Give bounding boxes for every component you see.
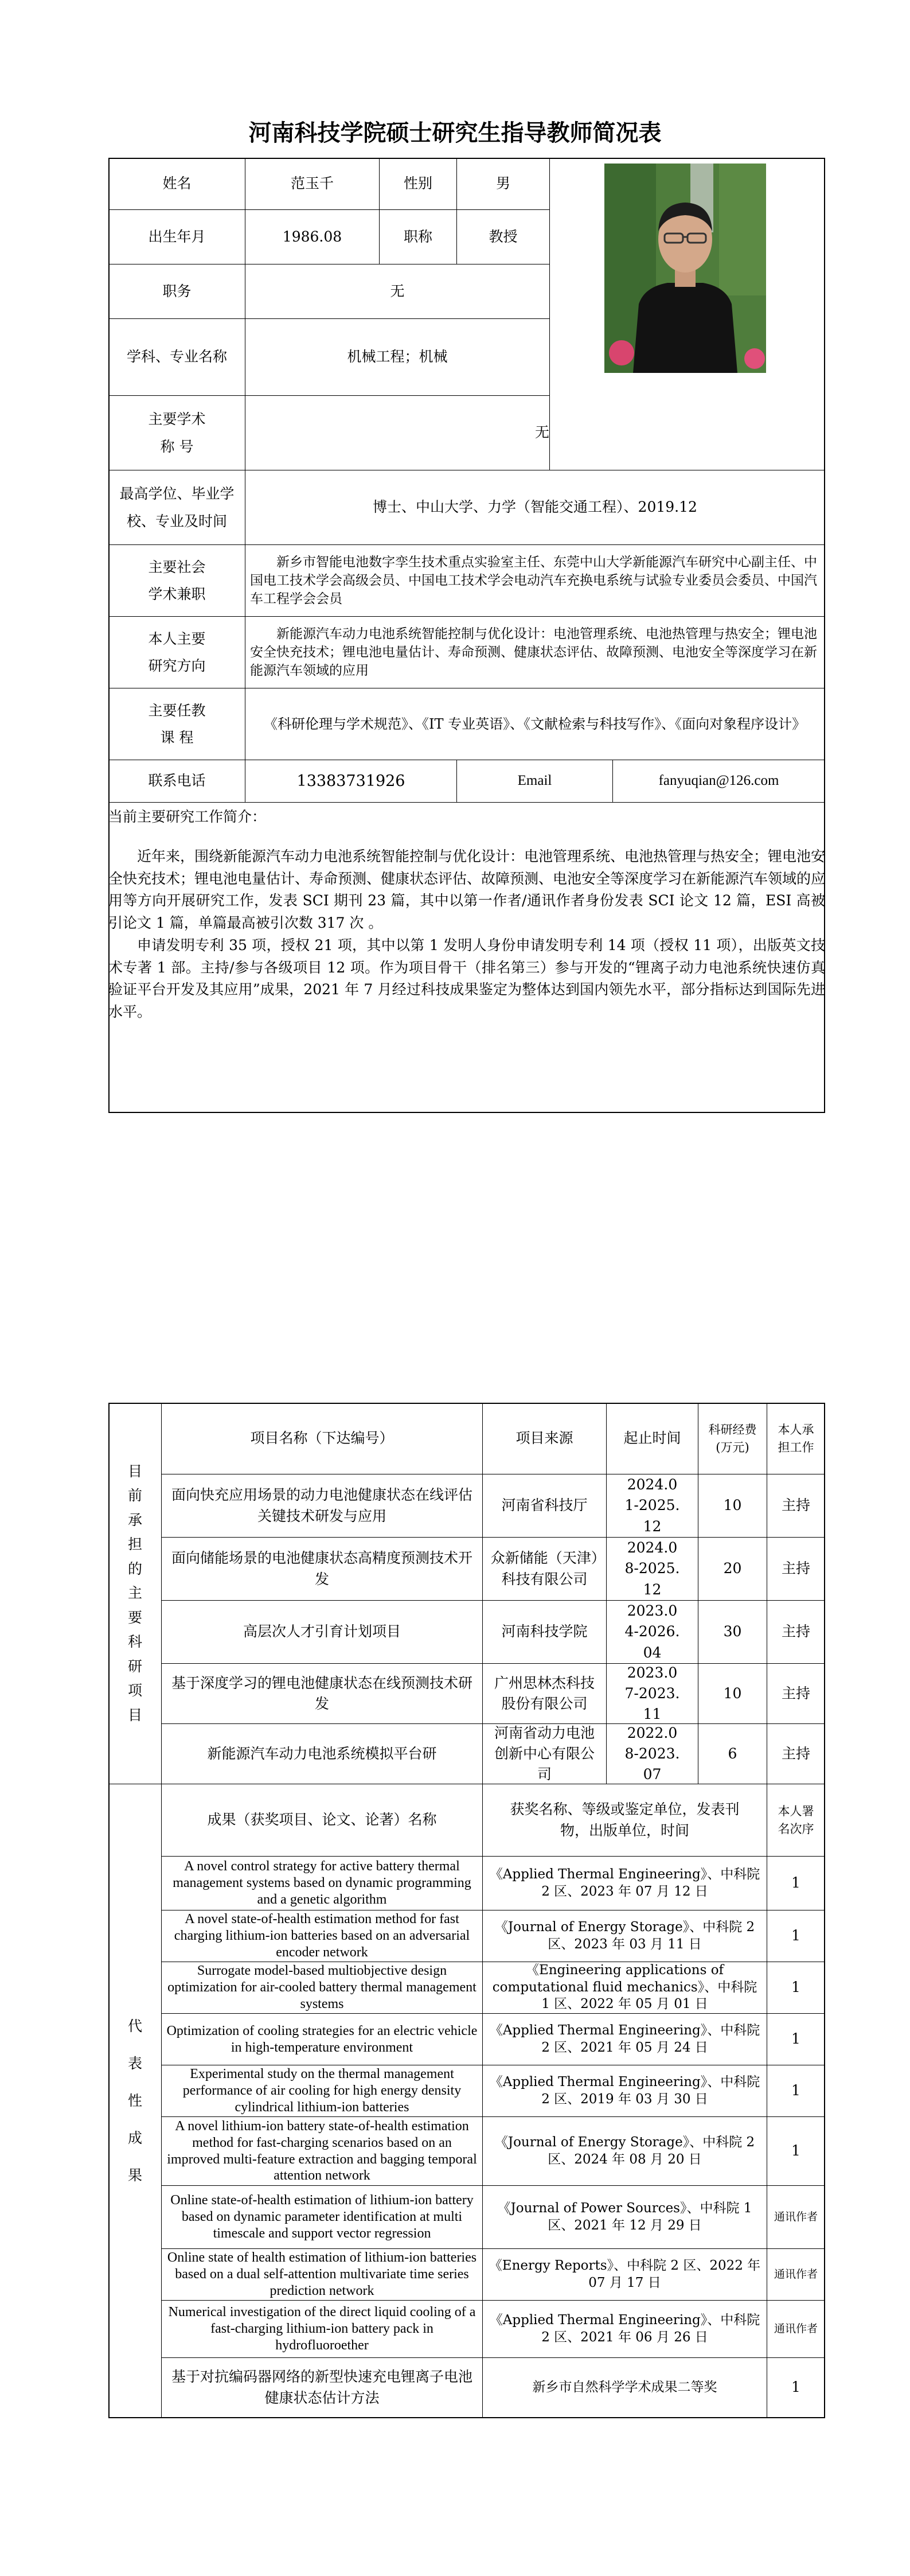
- projects-section-char: 要: [127, 1609, 142, 1626]
- achievement-venue: 《Applied Thermal Engineering》、中科院 2 区、2021 年 05 月 24 日: [483, 2014, 767, 2065]
- projects-section-char: 承: [127, 1511, 142, 1528]
- research-value: 新能源汽车动力电池系统智能控制与优化设计：电池管理系统、电池热管理与热安全；锂电池安全快充技术；锂电池电量估计、寿命预测、健康状态评估、故障预测、电池安全等深度学习在新能源汽车领域的应用: [245, 617, 825, 688]
- achievement-venue: 《Applied Thermal Engineering》、中科院 2 区、2021 年 06 月 26 日: [483, 2301, 767, 2358]
- projects-header-name: 项目名称（下达编号）: [162, 1403, 483, 1474]
- project-name: 新能源汽车动力电池系统模拟平台研: [162, 1724, 483, 1784]
- courses-value: 《科研伦理与学术规范》、《IT 专业英语》、《文献检索与科技写作》、《面向对象程序设计》: [245, 688, 825, 760]
- academic-title-value: 无: [245, 396, 550, 470]
- name-value: 范玉千: [245, 158, 380, 210]
- part-time-value: 新乡市智能电池数字孪生技术重点实验室主任、东莞中山大学新能源汽车研究中心副主任、中国电工技术学会高级会员、中国电工技术学会电动汽车充换电系统与试验专业委员会委员、中国汽车工程学会会员: [245, 545, 825, 617]
- achievement-venue: 《Journal of Energy Storage》、中科院 2 区、2024 年 08 月 20 日: [483, 2117, 767, 2186]
- project-funding: 6: [698, 1724, 767, 1784]
- project-role: 主持: [767, 1724, 825, 1784]
- achievement-venue: 《Journal of Energy Storage》、中科院 2 区、2023 年 03 月 11 日: [483, 1910, 767, 1962]
- achievements-section-char: 表: [127, 2055, 142, 2072]
- project-role: 主持: [767, 1601, 825, 1664]
- achievement-venue: 《Engineering applications of computational fluid mechanics》、中科院 1 区、2022 年 05 月 01 日: [483, 1962, 767, 2014]
- project-source: 广州思林杰科技股份有限公司: [483, 1664, 607, 1724]
- projects-header-source: 项目来源: [483, 1403, 607, 1474]
- project-source: 众新储能（天津）科技有限公司: [483, 1538, 607, 1601]
- project-period: 2023.04-2026.04: [607, 1601, 698, 1664]
- page-title: 河南科技学院硕士研究生指导教师简况表: [248, 120, 662, 146]
- achievement-name: Numerical investigation of the direct liquid cooling of a fast-charging lithium-ion battery pack in hydrofluoroether: [162, 2301, 483, 2358]
- discipline-label: 学科、专业名称: [109, 319, 245, 396]
- achievement-name: Surrogate model-based multiobjective design optimization for air-cooled battery thermal management systems: [162, 1962, 483, 2014]
- courses-label: 主要任教 课 程: [109, 688, 245, 760]
- academic-title-label: 主要学术 称 号: [109, 396, 245, 470]
- projects-section-label: [109, 1403, 162, 1784]
- achievement-venue: 《Applied Thermal Engineering》、中科院 2 区、2019 年 03 月 30 日: [483, 2065, 767, 2117]
- achievement-venue: 《Journal of Power Sources》、中科院 1 区、2021 年 12 月 29 日: [483, 2186, 767, 2249]
- project-funding: 10: [698, 1474, 767, 1538]
- projects-section-char: 主: [127, 1585, 142, 1602]
- gender-label: 性别: [380, 158, 457, 210]
- projects-section-char: 项: [127, 1682, 142, 1699]
- project-name: 面向快充应用场景的动力电池健康状态在线评估关键技术研发与应用: [162, 1474, 483, 1538]
- name-label: 姓名: [109, 158, 245, 210]
- email-value: fanyuqian@126.com: [613, 760, 825, 803]
- part-time-label: 主要社会 学术兼职: [109, 545, 245, 617]
- achievement-rank: 1: [767, 2358, 825, 2418]
- project-source: 河南省动力电池创新中心有限公司: [483, 1724, 607, 1784]
- achievements-header-name: 成果（获奖项目、论文、论著）名称: [162, 1784, 483, 1857]
- projects-header-funding: 科研经费(万元): [698, 1403, 767, 1474]
- birth-label: 出生年月: [109, 210, 245, 264]
- rank-label: 职称: [380, 210, 457, 264]
- projects-section-char: 目: [127, 1706, 142, 1723]
- research-label: 本人主要 研究方向: [109, 617, 245, 688]
- project-funding: 30: [698, 1601, 767, 1664]
- achievements-section-char: 果: [127, 2167, 142, 2184]
- project-period: 2024.08-2025.12: [607, 1538, 698, 1601]
- duty-value: 无: [245, 264, 550, 319]
- phone-value: 13383731926: [245, 760, 457, 803]
- achievement-rank: 1: [767, 1962, 825, 2014]
- achievements-section-char: 代: [127, 2018, 142, 2034]
- projects-section-char: 前: [127, 1487, 142, 1504]
- achievement-rank: 通讯作者: [767, 2186, 825, 2249]
- project-name: 面向储能场景的电池健康状态高精度预测技术开发: [162, 1538, 483, 1601]
- birth-value: 1986.08: [245, 210, 380, 264]
- email-label: Email: [457, 760, 613, 803]
- discipline-value: 机械工程；机械: [245, 319, 550, 396]
- project-source: 河南省科技厅: [483, 1474, 607, 1538]
- achievement-name: 基于对抗编码器网络的新型快速充电锂离子电池健康状态估计方法: [162, 2358, 483, 2418]
- projects-section-char: 科: [127, 1633, 142, 1651]
- achievement-rank: 1: [767, 1857, 825, 1910]
- achievement-rank: 通讯作者: [767, 2301, 825, 2358]
- brief-paragraph-2: 申请发明专利 35 项，授权 21 项，其中以第 1 发明人身份申请发明专利 14 项（授权 11 项），出版英文技术专著 1 部。主持/参与各级项目 12 项。作为项目骨干（排名第三）参与开发的“锂离子动力电池系统快速仿真验证平台开发及其应用”成果，2021 年 7 月经过科技成果鉴定为整体达到国内领先水平，部分指标达到国际先进水平。: [108, 936, 825, 1020]
- degree-label: 最高学位、毕业学 校、专业及时间: [109, 470, 245, 545]
- project-source: 河南科技学院: [483, 1601, 607, 1664]
- project-role: 主持: [767, 1474, 825, 1538]
- projects-section-char: 研: [127, 1657, 142, 1675]
- brief-paragraph-1: 近年来，围绕新能源汽车动力电池系统智能控制与优化设计：电池管理系统、电池热管理与热安全；锂电池安全快充技术；锂电池电量估计、寿命预测、健康状态评估、故障预测、电池安全等深度学习在新能源汽车领域的应用等方向开展研究工作，发表 SCI 期刊 23 篇，其中以第一作者/通讯作者身份发表 SCI 论文 12 篇，ESI 高被引论文 1 篇，单篇最高被引次数 317 次 。: [108, 847, 826, 931]
- achievement-rank: 通讯作者: [767, 2249, 825, 2301]
- brief-heading: 当前主要研究工作简介：: [108, 808, 267, 825]
- achievement-rank: 1: [767, 2065, 825, 2117]
- achievement-name: A novel control strategy for active battery thermal management systems based on dynamic programming and a genetic algorithm: [162, 1857, 483, 1910]
- achievement-venue: 新乡市自然科学学术成果二等奖: [483, 2358, 767, 2418]
- project-role: 主持: [767, 1538, 825, 1601]
- achievement-name: Online state-of-health estimation of lithium-ion battery based on dynamic parameter identification at multi timescale and support vector regression: [162, 2186, 483, 2249]
- projects-section-char: 的: [127, 1560, 142, 1577]
- phone-label: 联系电话: [109, 760, 245, 803]
- project-role: 主持: [767, 1664, 825, 1724]
- projects-header-role: 本人承担工作: [767, 1403, 825, 1474]
- project-name: 基于深度学习的锂电池健康状态在线预测技术研发: [162, 1664, 483, 1724]
- rank-value: 教授: [457, 210, 550, 264]
- research-brief: [108, 806, 825, 1024]
- achievement-rank: 1: [767, 1910, 825, 1962]
- achievement-venue: 《Energy Reports》、中科院 2 区、2022 年 07 月 17 日: [483, 2249, 767, 2301]
- achievement-rank: 1: [767, 2117, 825, 2186]
- achievements-header-rank: 本人署名次序: [767, 1784, 825, 1857]
- project-period: 2024.01-2025.12: [607, 1474, 698, 1538]
- achievement-name: A novel state-of-health estimation method for fast charging lithium-ion batteries based on an adversarial encoder network: [162, 1910, 483, 1962]
- project-funding: 10: [698, 1664, 767, 1724]
- gender-value: 男: [457, 158, 550, 210]
- achievements-header-venue: 获奖名称、等级或鉴定单位，发表刊物，出版单位，时间: [483, 1784, 767, 1857]
- achievement-name: Experimental study on the thermal management performance of air cooling for high energy density cylindrical lithium-ion batteries: [162, 2065, 483, 2117]
- achievement-name: A novel lithium-ion battery state-of-health estimation method for fast-charging scenarios based on an improved multi-feature extraction and bagging temporal attention network: [162, 2117, 483, 2186]
- project-period: 2023.07-2023.11: [607, 1664, 698, 1724]
- achievement-name: Online state of health estimation of lithium-ion batteries based on a dual self-attention multivariate time series prediction network: [162, 2249, 483, 2301]
- project-name: 高层次人才引育计划项目: [162, 1601, 483, 1664]
- achievements-section-label: [109, 1784, 162, 2418]
- achievements-section-char: 成: [127, 2130, 142, 2146]
- project-period: 2022.08-2023.07: [607, 1724, 698, 1784]
- projects-section-char: 担: [127, 1536, 142, 1553]
- achievements-section-char: 性: [127, 2092, 142, 2109]
- achievement-name: Optimization of cooling strategies for an electric vehicle in high-temperature environment: [162, 2014, 483, 2065]
- projects-section-char: 目: [127, 1462, 142, 1480]
- projects-header-period: 起止时间: [607, 1403, 698, 1474]
- achievement-venue: 《Applied Thermal Engineering》、中科院 2 区、2023 年 07 月 12 日: [483, 1857, 767, 1910]
- achievement-rank: 1: [767, 2014, 825, 2065]
- teacher-photo: [604, 164, 766, 373]
- degree-value: 博士、中山大学、力学（智能交通工程）、2019.12: [245, 470, 825, 545]
- project-funding: 20: [698, 1538, 767, 1601]
- duty-label: 职务: [109, 264, 245, 319]
